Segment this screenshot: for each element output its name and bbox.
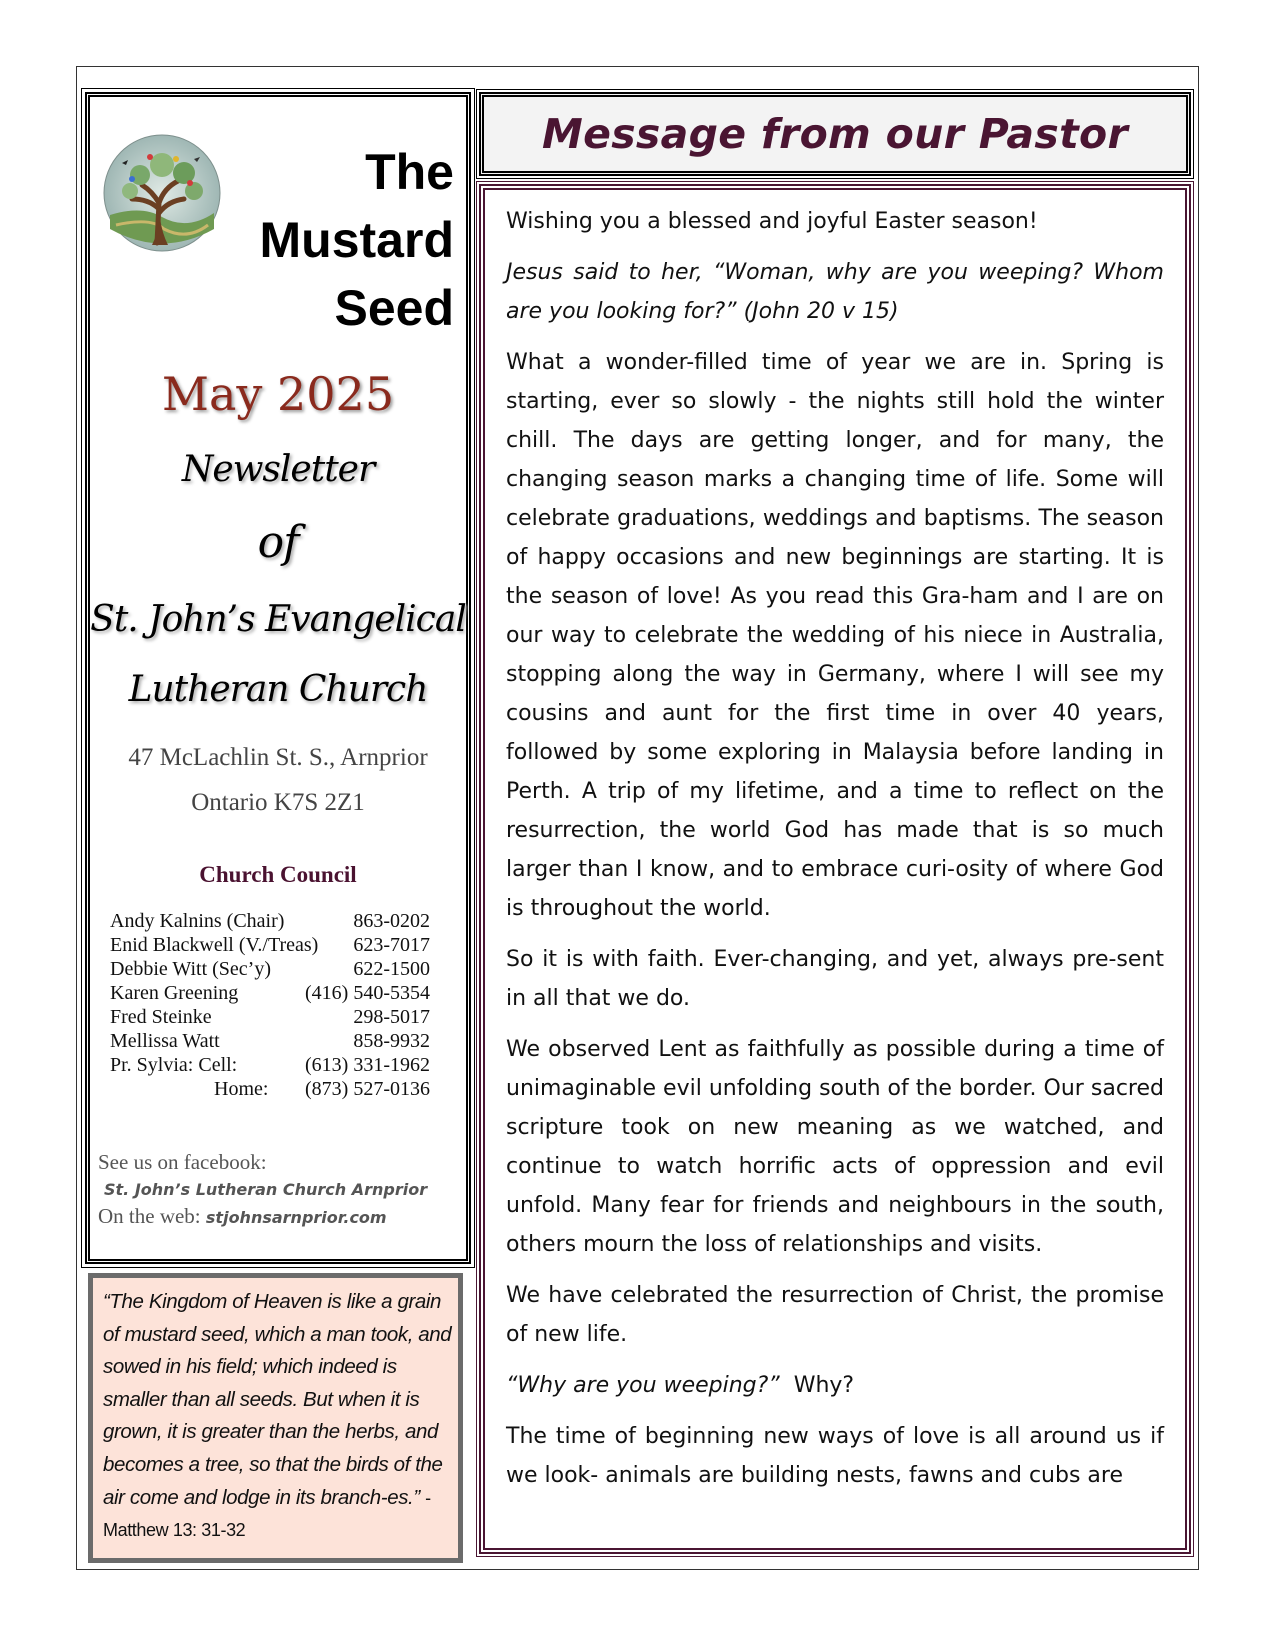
- council-row: [110, 933, 430, 957]
- council-member-name: Debbie Witt (Sec’y): [110, 958, 271, 980]
- message-paragraph: We observed Lent as faithfully as possible during a time of unimaginable evil unfolding south of the border. Our sacred scripture took on new meaning as we watched, and continue to watch horrific acts of oppression and evil unfold. Many fear for friends and neighbours in the south, others mourn the loss of relationships and visits.: [506, 1037, 1164, 1257]
- council-member-name: Andy Kalnins (Chair): [110, 910, 285, 932]
- address-city: Ontario K7S 2Z1: [191, 789, 365, 816]
- council-member-name: Enid Blackwell (V./Treas): [110, 934, 319, 956]
- message-paragraph: The time of beginning new ways of love is all around us if we look- animals are building nests, fawns and cubs are: [506, 1424, 1164, 1488]
- council-member-phone: (613) 331-1962: [305, 1054, 430, 1076]
- council-row: [110, 981, 430, 1005]
- masthead-panel: [85, 92, 471, 1264]
- church-name-line: St. John’s Evangelical: [90, 599, 466, 640]
- subtitle-of: of: [257, 517, 299, 568]
- pastor-message-body: [506, 202, 1164, 1507]
- scripture-quote: Jesus said to her, “Woman, why are you weeping? Whom are you looking for?” (John 20 v 15): [506, 260, 1164, 324]
- council-heading: Church Council: [199, 862, 357, 887]
- council-row: [110, 957, 430, 981]
- web-line: [98, 1203, 458, 1231]
- council-member-phone: 298-5017: [353, 1006, 430, 1028]
- council-member-name: Pr. Sylvia: Cell:: [110, 1054, 238, 1076]
- council-row: [110, 909, 430, 933]
- issue-date: May 2025: [161, 367, 395, 421]
- council-member-phone: 623-7017: [353, 934, 430, 956]
- pastor-message-box: [479, 184, 1191, 1554]
- web-label: On the web:: [98, 1204, 206, 1228]
- social-links: [98, 1149, 458, 1231]
- council-row: [110, 1077, 430, 1101]
- scripture-quote-box: [88, 1273, 463, 1563]
- message-question: [506, 1366, 1164, 1405]
- quote-body: “The Kingdom of Heaven is like a grain of mustard seed, which a man took, and sowed in his field; which indeed is smaller than all seeds. But when it is grown, it is greater than the herbs, and becomes a tree, so that the birds of the air come and lodge in its branch-es.”: [103, 1290, 452, 1509]
- pastor-message-heading-box: [479, 92, 1191, 176]
- council-member-phone: 622-1500: [353, 958, 430, 980]
- message-paragraph: What a wonder-filled time of year we are in. Spring is starting, ever so slowly - the nights still hold the winter chill. The days are getting longer, and for many, the changing season marks a changing time of life. Some will celebrate graduations, weddings and baptisms. The season of happy occasions and new beginnings are starting. It is the season of love! As you read this Gra-ham and I are on our way to celebrate the wedding of his niece in Australia, stopping along the way in Germany, where I will see my cousins and aunt for the first time in over 40 years, followed by some exploring in Malaysia before landing in Perth. A trip of my lifetime, and a time to reflect on the resurrection, the world God has made that is so much larger than I know, and to embrace curi-osity of where God is throughout the world.: [506, 350, 1164, 921]
- council-row: [110, 1005, 430, 1029]
- council-member-name: Home:: [214, 1078, 269, 1100]
- newsletter-title-line: The: [365, 144, 454, 200]
- council-member-phone: 858-9932: [353, 1030, 430, 1052]
- address-street: 47 McLachlin St. S., Arnprior: [128, 744, 428, 771]
- council-member-name: Fred Steinke: [110, 1006, 212, 1028]
- church-name-line: Lutheran Church: [128, 669, 428, 710]
- newsletter-title-line: Seed: [334, 280, 454, 336]
- council-row: [110, 1053, 430, 1077]
- facebook-label: See us on facebook:: [98, 1150, 267, 1174]
- website-link[interactable]: stjohnsarnprior.com: [205, 1208, 387, 1227]
- message-paragraph: We have celebrated the resurrection of Christ, the promise of new life.: [506, 1283, 1164, 1347]
- question-italic: “Why are you weeping?”: [506, 1373, 780, 1398]
- facebook-page-link[interactable]: St. John’s Lutheran Church Arnprior: [104, 1180, 428, 1199]
- council-member-phone: 863-0202: [353, 910, 430, 932]
- mustard-tree-logo: [102, 133, 222, 253]
- council-member-phone: (873) 527-0136: [305, 1078, 430, 1100]
- question-rest: Why?: [779, 1373, 855, 1398]
- council-member-name: Karen Greening: [110, 982, 239, 1004]
- newsletter-title-line: Mustard: [259, 212, 454, 268]
- subtitle-newsletter: Newsletter: [181, 449, 375, 490]
- pastor-message-heading: Message from our Pastor: [542, 110, 1128, 158]
- quote-text: [103, 1286, 452, 1547]
- council-list: [110, 909, 430, 1101]
- council-member-phone: (416) 540-5354: [305, 982, 430, 1004]
- council-member-name: Mellissa Watt: [110, 1030, 220, 1052]
- message-paragraph: So it is with faith. Ever-changing, and yet, always pre-sent in all that we do.: [506, 947, 1164, 1011]
- council-row: [110, 1029, 430, 1053]
- quote-reference: - Matthew 13: 31-32: [103, 1487, 431, 1541]
- greeting: Wishing you a blessed and joyful Easter season!: [506, 209, 1038, 234]
